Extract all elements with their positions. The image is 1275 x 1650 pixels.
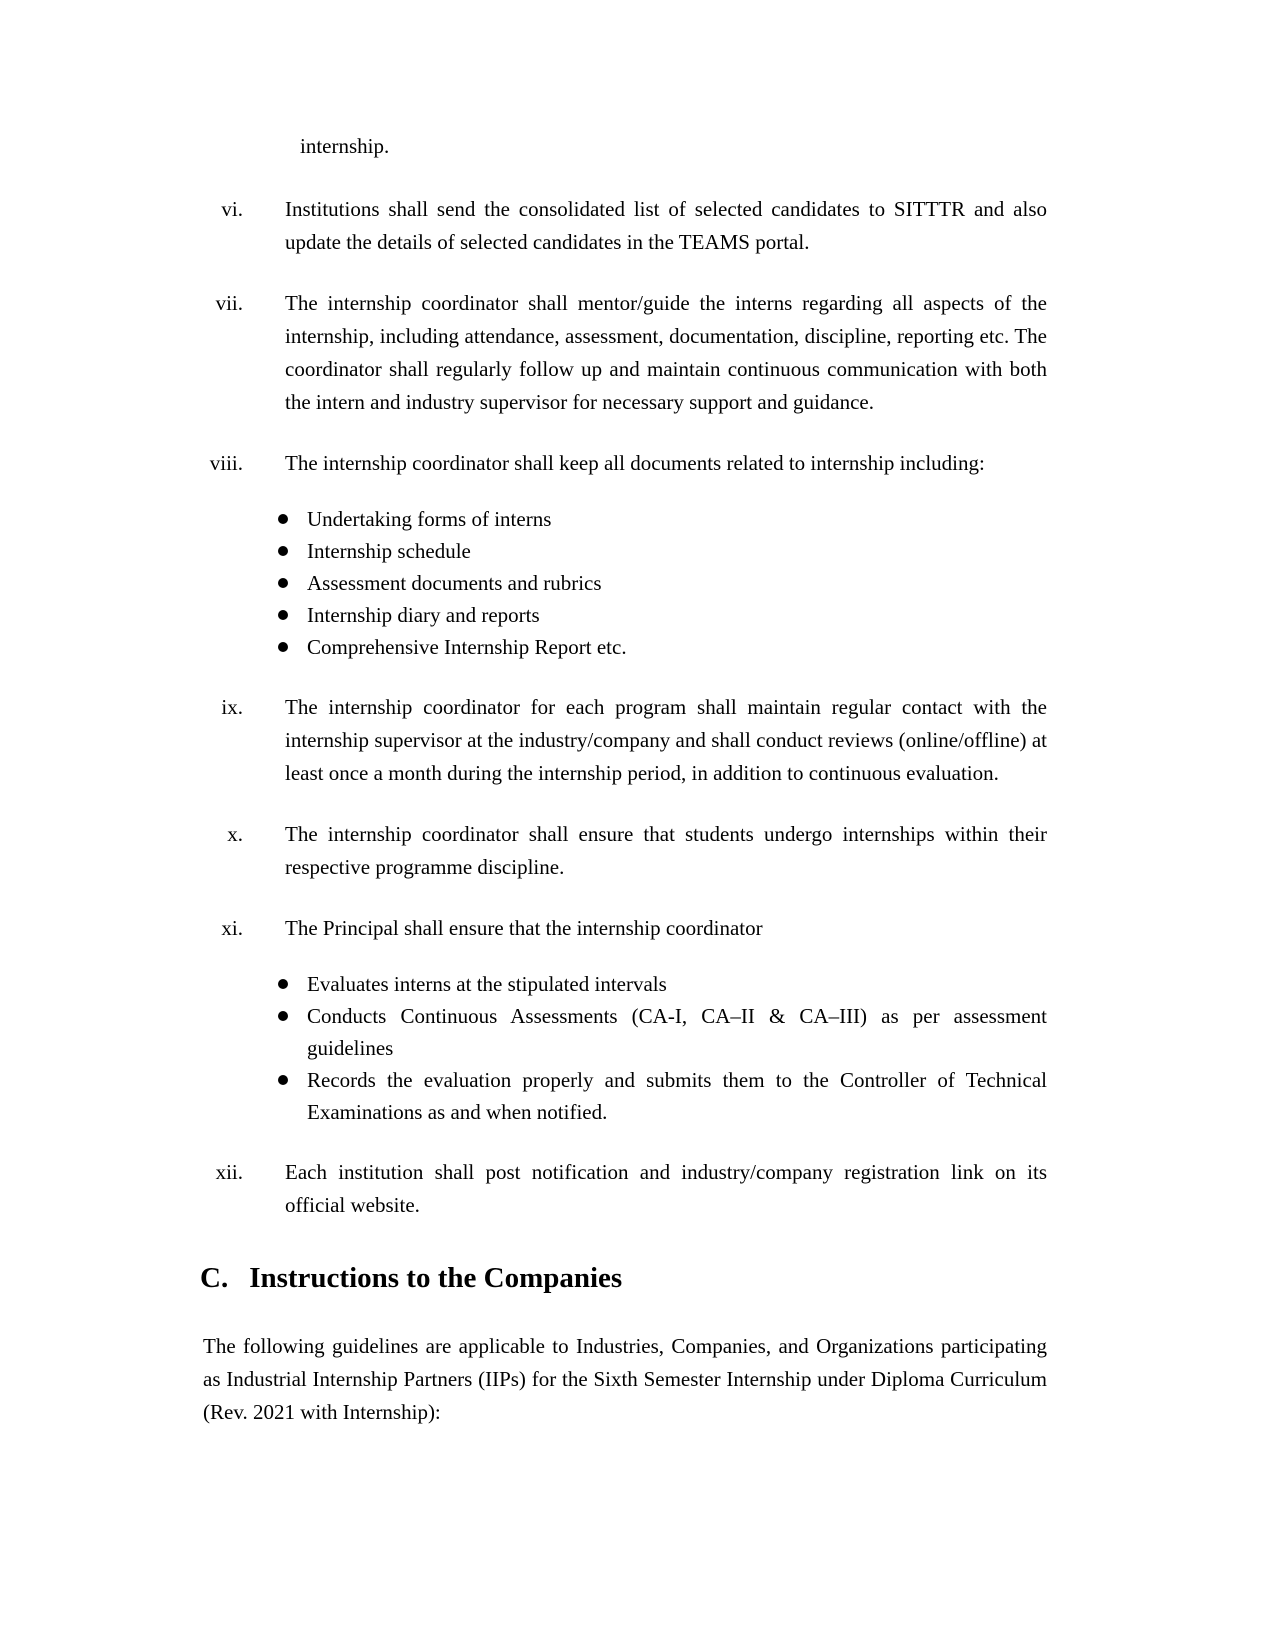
list-item-viii bbox=[150, 447, 1047, 480]
bullet-item-text: Assessment documents and rubrics bbox=[307, 571, 602, 595]
bullet-icon bbox=[277, 599, 307, 631]
bullet-item-text: Conducts Continuous Assessments (CA-I, CA–II & CA–III) as per assessment guidelines bbox=[307, 1004, 1047, 1060]
list-item-text: Institutions shall send the consolidated list of selected candidates to SITTTR and also update the details of selected candidates in the TEAMS portal. bbox=[285, 197, 1047, 254]
list-item-text: The internship coordinator shall ensure that students undergo internships within their respective programme discipline. bbox=[285, 822, 1047, 879]
list-item-text: Each institution shall post notification and industry/company registration link on its official website. bbox=[285, 1160, 1047, 1217]
continuation-line: internship. bbox=[300, 134, 390, 158]
list-marker: x. bbox=[227, 822, 243, 846]
bullet-list-principal-duties bbox=[150, 968, 1047, 1128]
bullet-item bbox=[277, 631, 1047, 663]
list-item-ix bbox=[150, 691, 1047, 790]
bullet-icon bbox=[277, 631, 307, 663]
bullet-item-text: Comprehensive Internship Report etc. bbox=[307, 635, 627, 659]
bullet-icon bbox=[277, 535, 307, 567]
bullet-item-text: Records the evaluation properly and submits them to the Controller of Technical Examinations as and when notified. bbox=[307, 1068, 1047, 1124]
list-marker: ix. bbox=[221, 695, 243, 719]
bullet-item-text: Undertaking forms of interns bbox=[307, 507, 552, 531]
closing-paragraph: The following guidelines are applicable to Industries, Companies, and Organizations participating as Industrial Internship Partners (IIPs) for the Sixth Semester Internship under Diploma Curriculum (Rev. 2021 with Internship): bbox=[203, 1334, 1047, 1424]
list-item-text: The internship coordinator for each program shall maintain regular contact with the internship supervisor at the industry/company and shall conduct reviews (online/offline) at least once a month during the internship period, in addition to continuous evaluation. bbox=[285, 695, 1047, 785]
list-marker: xi. bbox=[221, 916, 243, 940]
list-item-xii bbox=[150, 1156, 1047, 1222]
bullet-item bbox=[277, 968, 1047, 1000]
bullet-item bbox=[277, 567, 1047, 599]
list-marker: viii. bbox=[209, 451, 243, 475]
list-marker: xii. bbox=[215, 1160, 243, 1184]
bullet-item bbox=[277, 535, 1047, 567]
section-heading-letter: C. bbox=[200, 1262, 229, 1294]
bullet-icon bbox=[277, 968, 307, 1000]
list-item-vi bbox=[150, 193, 1047, 259]
list-item-text: The internship coordinator shall keep all documents related to internship including: bbox=[285, 451, 985, 475]
bullet-item-text: Evaluates interns at the stipulated intervals bbox=[307, 972, 667, 996]
bullet-icon bbox=[277, 1000, 307, 1064]
bullet-icon bbox=[277, 503, 307, 535]
list-item-text: The Principal shall ensure that the internship coordinator bbox=[285, 916, 763, 940]
section-heading-title: Instructions to the Companies bbox=[249, 1262, 623, 1294]
bullet-icon bbox=[277, 1064, 307, 1128]
bullet-list-documents bbox=[150, 503, 1047, 663]
bullet-item bbox=[277, 503, 1047, 535]
list-marker: vii. bbox=[215, 291, 243, 315]
list-item-xi bbox=[150, 912, 1047, 945]
list-item-x bbox=[150, 818, 1047, 884]
bullet-item-text: Internship diary and reports bbox=[307, 603, 540, 627]
bullet-item bbox=[277, 1064, 1047, 1128]
bullet-item bbox=[277, 599, 1047, 631]
bullet-item bbox=[277, 1000, 1047, 1064]
section-heading bbox=[200, 1258, 1047, 1298]
bullet-item-text: Internship schedule bbox=[307, 539, 471, 563]
list-marker: vi. bbox=[221, 197, 243, 221]
bullet-icon bbox=[277, 567, 307, 599]
list-item-vii bbox=[150, 287, 1047, 419]
list-item-text: The internship coordinator shall mentor/guide the interns regarding all aspects of the internship, including attendance, assessment, documentation, discipline, reporting etc. The coordinator shall regularly follow up and maintain continuous communication with both the intern and industry supervisor for necessary support and guidance. bbox=[285, 291, 1047, 414]
